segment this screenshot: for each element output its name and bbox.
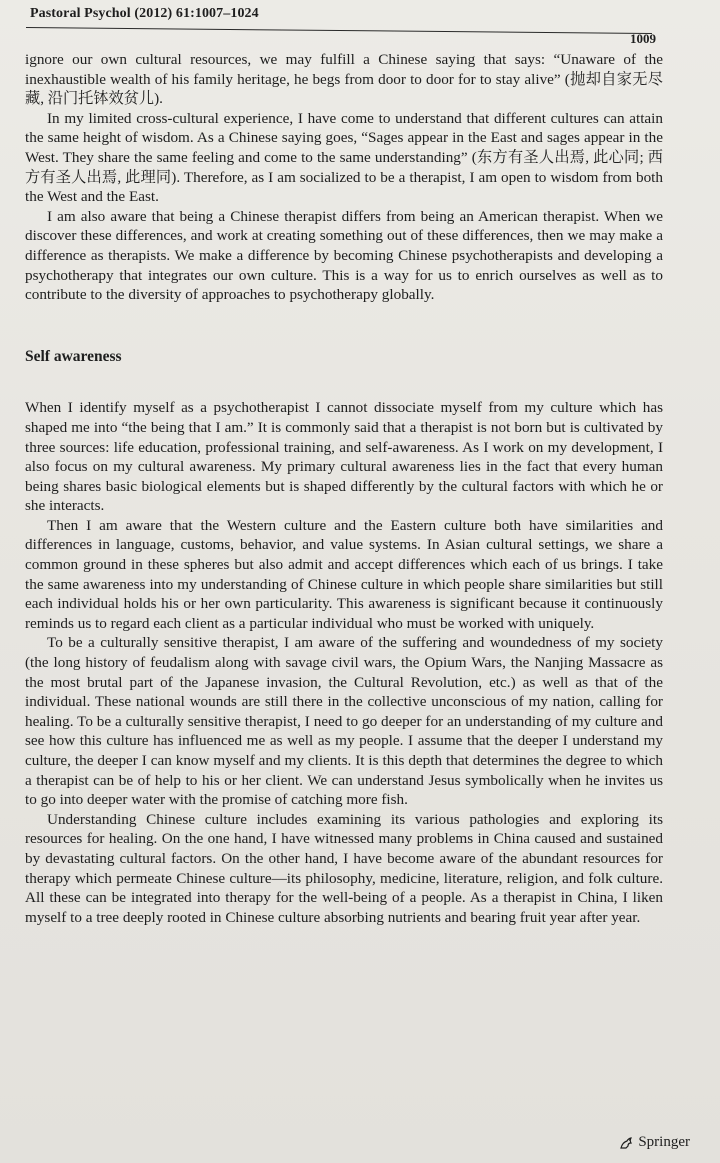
publisher-logo	[618, 1134, 690, 1151]
paragraph: ignore our own cultural resources, we may fulfill a Chinese saying that says: “Unaware of the inexhaustible wealth of his family heritage, he begs from door to door for to stay alive” (抛却自家无尽藏, 沿门托钵效贫儿).	[25, 51, 663, 108]
paragraph: When I identify myself as a psychotherapist I cannot dissociate myself from my culture which has shaped me into “the being that I am.” It is commonly said that a therapist is not born but is cultivated by three sources: life education, professional training, and self-awareness. As I work on my development, I also focus on my cultural awareness. My primary cultural awareness lies in the fact that every human being shares basic biological elements but is shaped differently by the cultural factors with which he or she interacts.	[25, 399, 663, 515]
paragraph: Understanding Chinese culture includes examining its various pathologies and exploring its resources for healing. On the one hand, I have witnessed many problems in China caused and sustained by devastating cultural factors. On the other hand, I have become aware of the abundant resources for therapy which permeate Chinese culture—its philosophy, medicine, literature, religion, and folk culture. All these can be integrated into therapy for the well-being of a people. As a therapist in China, I liken myself to a tree deeply rooted in Chinese culture absorbing nutrients and bearing fruit year after year.	[25, 810, 663, 926]
paragraph: Then I am aware that the Western culture and the Eastern culture both have similarities and differences in language, customs, behavior, and value systems. In Asian cultural settings, we share a common ground in these spheres but also admit and accept differences which each of us brings. I take the same awareness into my understanding of Chinese culture in which people share similarities but still each individual holds his or her own particularity. This awareness is significant because it continuously reminds us to regard each client as a particular individual who must be worked with uniquely.	[25, 516, 663, 632]
header-rule	[26, 27, 652, 34]
running-head: Pastoral Psychol (2012) 61:1007–1024	[30, 6, 259, 21]
section-heading: Self awareness	[25, 347, 122, 365]
publisher-name: Springer	[638, 1134, 690, 1150]
page-number: 1009	[630, 31, 656, 46]
paragraph: I am also aware that being a Chinese therapist differs from being an American therapist. When we discover these differences, and work at creating something out of these differences, then we may make a difference as therapists. We make a difference by becoming Chinese psychotherapists and developing a psychotherapy that integrates our own culture. This is a way for us to enrich ourselves as well as to contribute to the diversity of approaches to psychotherapy globally.	[25, 207, 663, 304]
paragraph: In my limited cross-cultural experience, I have come to understand that different cultures can attain the same height of wisdom. As a Chinese saying goes, “Sages appear in the East and sages appear in the West. They share the same feeling and come to the same understanding” (东方有圣人出焉, 此心同; 西方有圣人出焉, 此理同). Therefore, as I am socialized to be a therapist, I am open to wisdom from both the West and the East.	[25, 109, 663, 206]
page-body	[25, 50, 663, 927]
paragraph: To be a culturally sensitive therapist, I am aware of the suffering and woundedness of my society (the long history of feudalism along with savage civil wars, the Opium Wars, the Nanjing Massacre as the most brutal part of the Japanese invasion, the Cultural Revolution, etc.) as well as that of the individual. These national wounds are still there in the collective unconscious of my nation, calling for healing. To be a culturally sensitive therapist, I need to go deeper for an understanding of my culture and see how this culture has influenced me as well as my people. I assume that the deeper I understand my culture, the deeper I can know myself and my clients. It is this depth that determines the degree to which a therapist can be of help to his or her client. We can understand Jesus symbolically when he invites us to go into deeper water with the promise of catching more fish.	[25, 634, 663, 809]
springer-horse-icon	[618, 1135, 634, 1151]
